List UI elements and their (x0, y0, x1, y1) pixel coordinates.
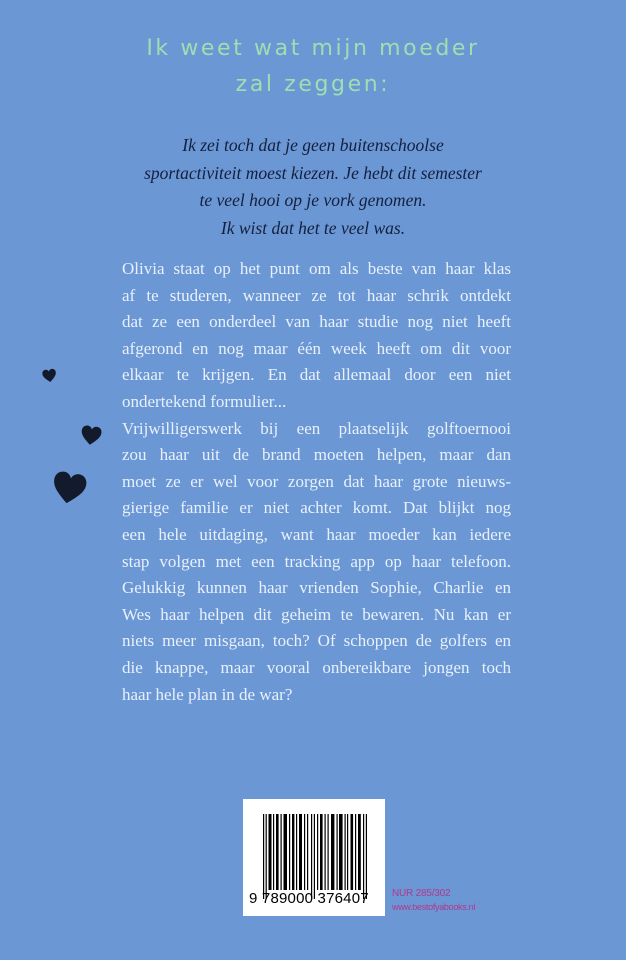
blurb-line: een hele uitdaging, want haar moeder kan iedere (122, 524, 511, 544)
heart-icon (51, 470, 87, 508)
blurb-line: af te studeren, wanneer ze tot haar schrik ontdekt (122, 285, 511, 305)
heart-icon (42, 368, 57, 384)
mother-quote (0, 132, 626, 242)
blurb-line: Vrijwilligerswerk bij een plaatselijk golftoernooi (122, 418, 511, 438)
blurb-line: stap volgen met een tracking app op haar telefoon. (122, 551, 511, 571)
heart-icon (80, 424, 102, 448)
blurb-line: Olivia staat op het punt om als beste van haar klas (122, 259, 511, 278)
nur-code: NUR 285/302 (392, 888, 451, 899)
blurb-line: die knappe, maar vooral onbereikbare jongen toch (122, 657, 511, 677)
blurb-line: afgerond en nog maar één week heeft om dit voor (122, 338, 511, 358)
quote-line: te veel hooi op je vork genomen. (199, 190, 427, 210)
heading-line: zal zeggen: (235, 72, 391, 97)
publisher-website: www.bestofyabooks.nl (392, 902, 476, 912)
blurb-line: moet ze er wel voor zorgen dat haar grote nieuws- (122, 471, 511, 491)
blurb-line: Gelukkig kunnen haar vrienden Sophie, Charlie en (122, 578, 511, 598)
isbn-barcode (243, 799, 385, 916)
quote-line: Ik zei toch dat je geen buitenschoolse (182, 135, 444, 155)
quote-line: Ik wist dat het te veel was. (220, 217, 406, 238)
blurb-line: haar hele plan in de war? (122, 684, 293, 704)
blurb-line: gierige familie er niet achter komt. Dat blijkt nog (122, 498, 511, 518)
quote-line: sportactiviteit moest kiezen. Je hebt dit semester (144, 162, 482, 183)
barcode-bars-icon (263, 814, 368, 899)
book-blurb (122, 256, 511, 708)
blurb-line: Wes haar helpen dit geheim te bewaren. Nu kan er (122, 604, 511, 624)
blurb-line: zou haar uit de brand moeten helpen, maar dan (122, 445, 511, 465)
blurb-line: elkaar te krijgen. En dat allemaal door een niet (122, 365, 511, 385)
barcode-digits: 9 789000 376407 (249, 890, 369, 907)
blurb-line: ondertekend formulier... (122, 391, 287, 411)
blurb-line: dat ze een onderdeel van haar studie nog niet heeft (122, 312, 511, 332)
heading (0, 31, 626, 103)
blurb-line: niets meer misgaan, toch? Of schoppen de golfers en (122, 631, 511, 651)
heading-line: Ik weet wat mijn moeder (146, 36, 480, 61)
